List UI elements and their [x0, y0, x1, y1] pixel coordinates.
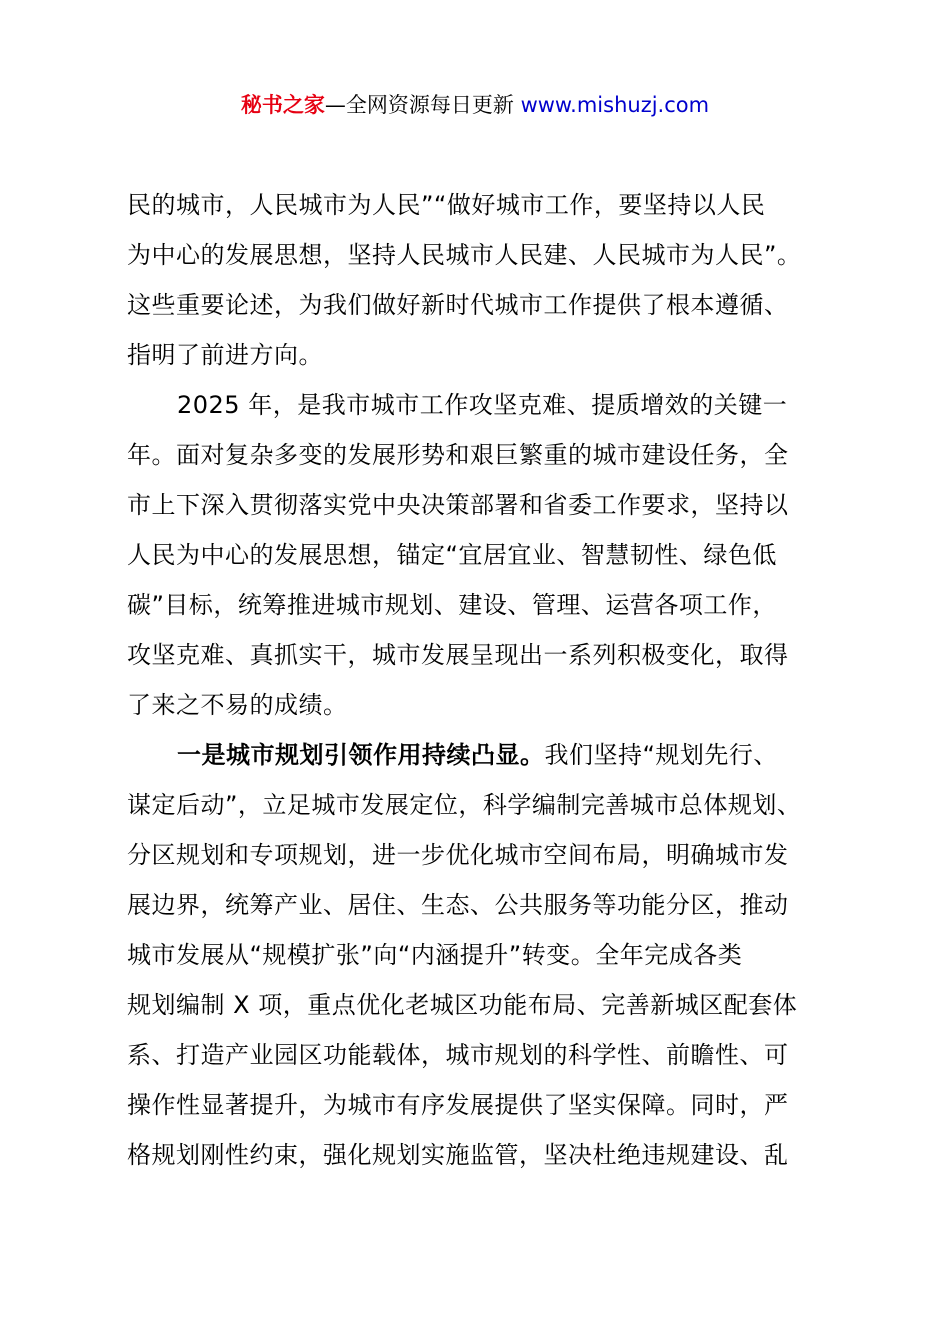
- text-line: 系、打造产业园区功能载体，城市规划的科学性、前瞻性、可: [127, 1041, 789, 1069]
- text-line: 民的城市，人民城市为人民”“做好城市工作，要坚持以人民: [127, 191, 766, 219]
- text-line: 2025 年，是我市城市工作攻坚克难、提质增效的关键一: [177, 391, 788, 419]
- text-line: 展边界，统筹产业、居住、生态、公共服务等功能分区，推动: [127, 891, 789, 919]
- text-line: 谋定后动”，立足城市发展定位，科学编制完善城市总体规划、: [127, 791, 802, 819]
- paragraph-1: [127, 180, 835, 380]
- header-tagline: —全网资源每日更新: [324, 93, 521, 117]
- text-line: 这些重要论述，为我们做好新时代城市工作提供了根本遵循、: [127, 291, 789, 319]
- text-line: [127, 730, 835, 780]
- text-line: 攻坚克难、真抓实干，城市发展呈现出一系列积极变化，取得: [127, 641, 789, 669]
- site-url-link[interactable]: www.mishuzj.com: [520, 93, 710, 117]
- text-line: 格规划刚性约束，强化规划实施监管，坚决杜绝违规建设、乱: [127, 1141, 789, 1169]
- text-line: 年。面对复杂多变的发展形势和艰巨繁重的城市建设任务，全: [127, 441, 789, 469]
- text-line: 分区规划和专项规划，进一步优化城市空间布局，明确城市发: [127, 841, 789, 869]
- brand-name: 秘书之家: [240, 93, 325, 117]
- text-line: 市上下深入贯彻落实党中央决策部署和省委工作要求，坚持以: [127, 491, 789, 519]
- text-line: 了来之不易的成绩。: [127, 691, 348, 719]
- text-line: 城市发展从“规模扩张”向“内涵提升”转变。全年完成各类: [127, 941, 743, 969]
- site-header: [0, 88, 950, 122]
- text-run: 我们坚持“规划先行、: [544, 741, 778, 769]
- paragraph-3: [127, 730, 835, 1180]
- text-line: 操作性显著提升，为城市有序发展提供了坚实保障。同时，严: [127, 1091, 789, 1119]
- text-line: 人民为中心的发展思想，锚定“宜居宜业、智慧韧性、绿色低: [127, 541, 777, 569]
- text-line: 为中心的发展思想，坚持人民城市人民建、人民城市为人民”。: [127, 241, 802, 269]
- section-heading: 一是城市规划引领作用持续凸显。: [177, 741, 545, 769]
- text-line: 规划编制 X 项，重点优化老城区功能布局、完善新城区配套体: [127, 991, 798, 1019]
- text-line: 指明了前进方向。: [127, 341, 323, 369]
- text-line: 碳”目标，统筹推进城市规划、建设、管理、运营各项工作，: [127, 591, 777, 619]
- document-body: [127, 180, 835, 1180]
- paragraph-2: [127, 380, 835, 730]
